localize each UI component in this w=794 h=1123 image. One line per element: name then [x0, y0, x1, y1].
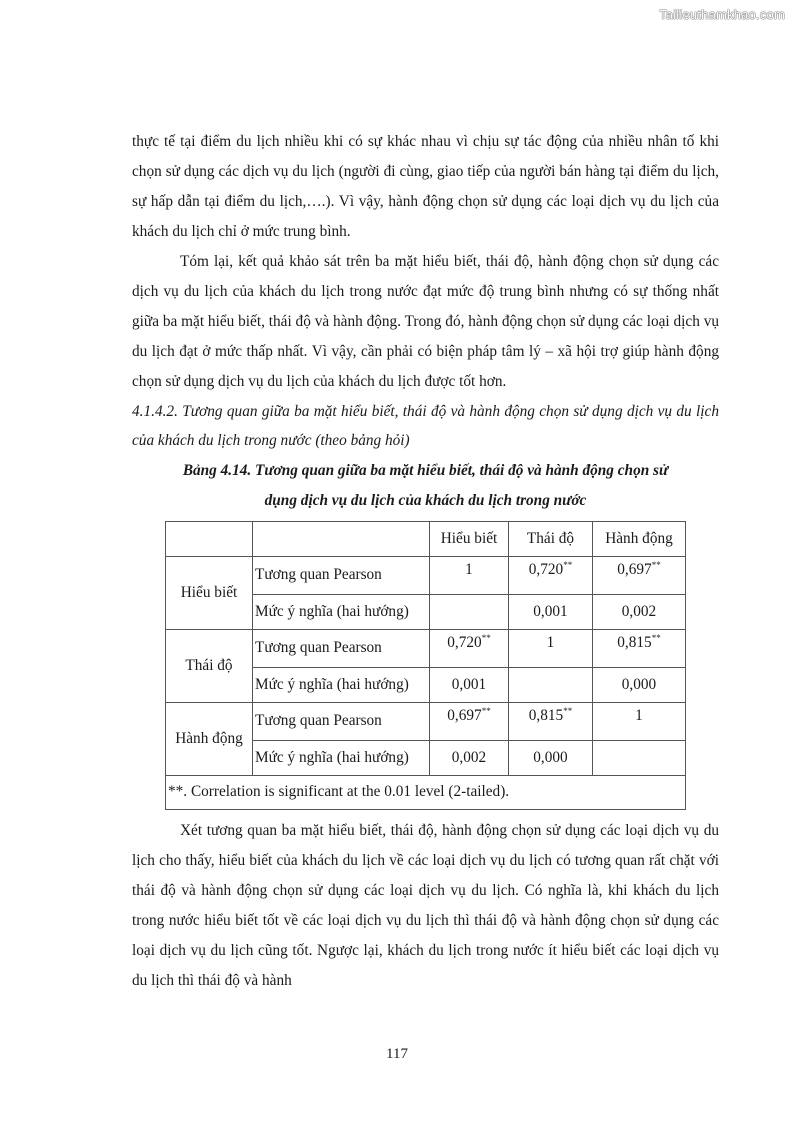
table-note-row [166, 775, 686, 810]
table-cell [430, 595, 509, 630]
table-cell: 1 [593, 702, 686, 741]
header-cell: Hành động [593, 522, 686, 557]
group-label: Hành động [166, 702, 253, 775]
watermark: Tailieuthamkhao.com [659, 7, 785, 22]
table-cell: 0,001 [430, 668, 509, 703]
row-label: Tương quan Pearson [253, 629, 430, 668]
section-heading: 4.1.4.2. Tương quan giữa ba mặt hiểu biết, thái độ và hành động chọn sử dụng dịch vụ du lịch của khách du lịch trong nước (theo bảng hỏi) [132, 403, 719, 449]
row-label: Tương quan Pearson [253, 556, 430, 595]
table-cell: 0,697** [593, 556, 686, 595]
table-cell: 0,815** [593, 629, 686, 668]
row-label: Mức ý nghĩa (hai hướng) [253, 741, 430, 776]
table-cell: 0,002 [430, 741, 509, 776]
table-cell: 0,000 [509, 741, 593, 776]
header-cell [166, 522, 253, 557]
table-note: **. Correlation is significant at the 0.01 level (2-tailed). [166, 775, 686, 810]
row-label: Mức ý nghĩa (hai hướng) [253, 595, 430, 630]
table-row [166, 629, 686, 668]
table-caption-line2: dụng dịch vụ du lịch của khách du lịch trong nước [264, 492, 587, 509]
table-cell: 0,720** [430, 629, 509, 668]
table-cell: 0,720** [509, 556, 593, 595]
table-header-row [166, 522, 686, 557]
page-body [132, 127, 719, 996]
table-row [166, 556, 686, 595]
row-label: Tương quan Pearson [253, 702, 430, 741]
correlation-table [165, 521, 686, 810]
paragraph-2: Tóm lại, kết quả khảo sát trên ba mặt hiểu biết, thái độ, hành động chọn sử dụng các dịch vụ du lịch của khách du lịch trong nước đạt mức độ trung bình nhưng có sự thống nhất giữa ba mặt hiểu biết, thái độ và hành động. Trong đó, hành động chọn sử dụng các loại dịch vụ du lịch đạt ở mức thấp nhất. Vì vậy, cần phải có biện pháp tâm lý – xã hội trợ giúp hành động chọn sử dụng dịch vụ du lịch của khách du lịch được tốt hơn. [132, 253, 719, 390]
table-cell [593, 741, 686, 776]
group-label: Hiểu biết [166, 556, 253, 629]
table-cell: 0,815** [509, 702, 593, 741]
table-cell: 1 [430, 556, 509, 595]
table-cell [509, 668, 593, 703]
header-cell: Hiểu biết [430, 522, 509, 557]
paragraph-3: Xét tương quan ba mặt hiểu biết, thái độ, hành động chọn sử dụng các loại dịch vụ du lịch cho thấy, hiểu biết của khách du lịch về các loại dịch vụ du lịch có tương quan rất chặt với thái độ và hành động chọn sử dụng các loại dịch vụ du lịch. Có nghĩa là, khi khách du lịch trong nước hiểu biết tốt về các loại dịch vụ du lịch thì thái độ và hành động chọn sử dụng các loại dịch vụ du lịch cũng tốt. Ngược lại, khách du lịch trong nước ít hiểu biết các loại dịch vụ du lịch thì thái độ và hành [132, 822, 719, 989]
group-label: Thái độ [166, 629, 253, 702]
table-cell: 0,002 [593, 595, 686, 630]
table-cell: 0,000 [593, 668, 686, 703]
table-cell: 0,697** [430, 702, 509, 741]
table-row [166, 702, 686, 741]
table-cell: 1 [509, 629, 593, 668]
paragraph-1: thực tế tại điểm du lịch nhiều khi có sự khác nhau vì chịu sự tác động của nhiều nhân tố khi chọn sử dụng các dịch vụ du lịch (người đi cùng, giao tiếp của người bán hàng tại điểm du lịch, sự hấp dẫn tại điểm du lịch,….). Vì vậy, hành động chọn sử dụng các loại dịch vụ du lịch của khách du lịch chỉ ở mức trung bình. [132, 133, 719, 240]
row-label: Mức ý nghĩa (hai hướng) [253, 668, 430, 703]
header-cell: Thái độ [509, 522, 593, 557]
table-caption-line1: Bảng 4.14. Tương quan giữa ba mặt hiểu biết, thái độ và hành động chọn sử [182, 462, 669, 479]
page-number: 117 [386, 1046, 408, 1062]
table-cell: 0,001 [509, 595, 593, 630]
header-cell [253, 522, 430, 557]
